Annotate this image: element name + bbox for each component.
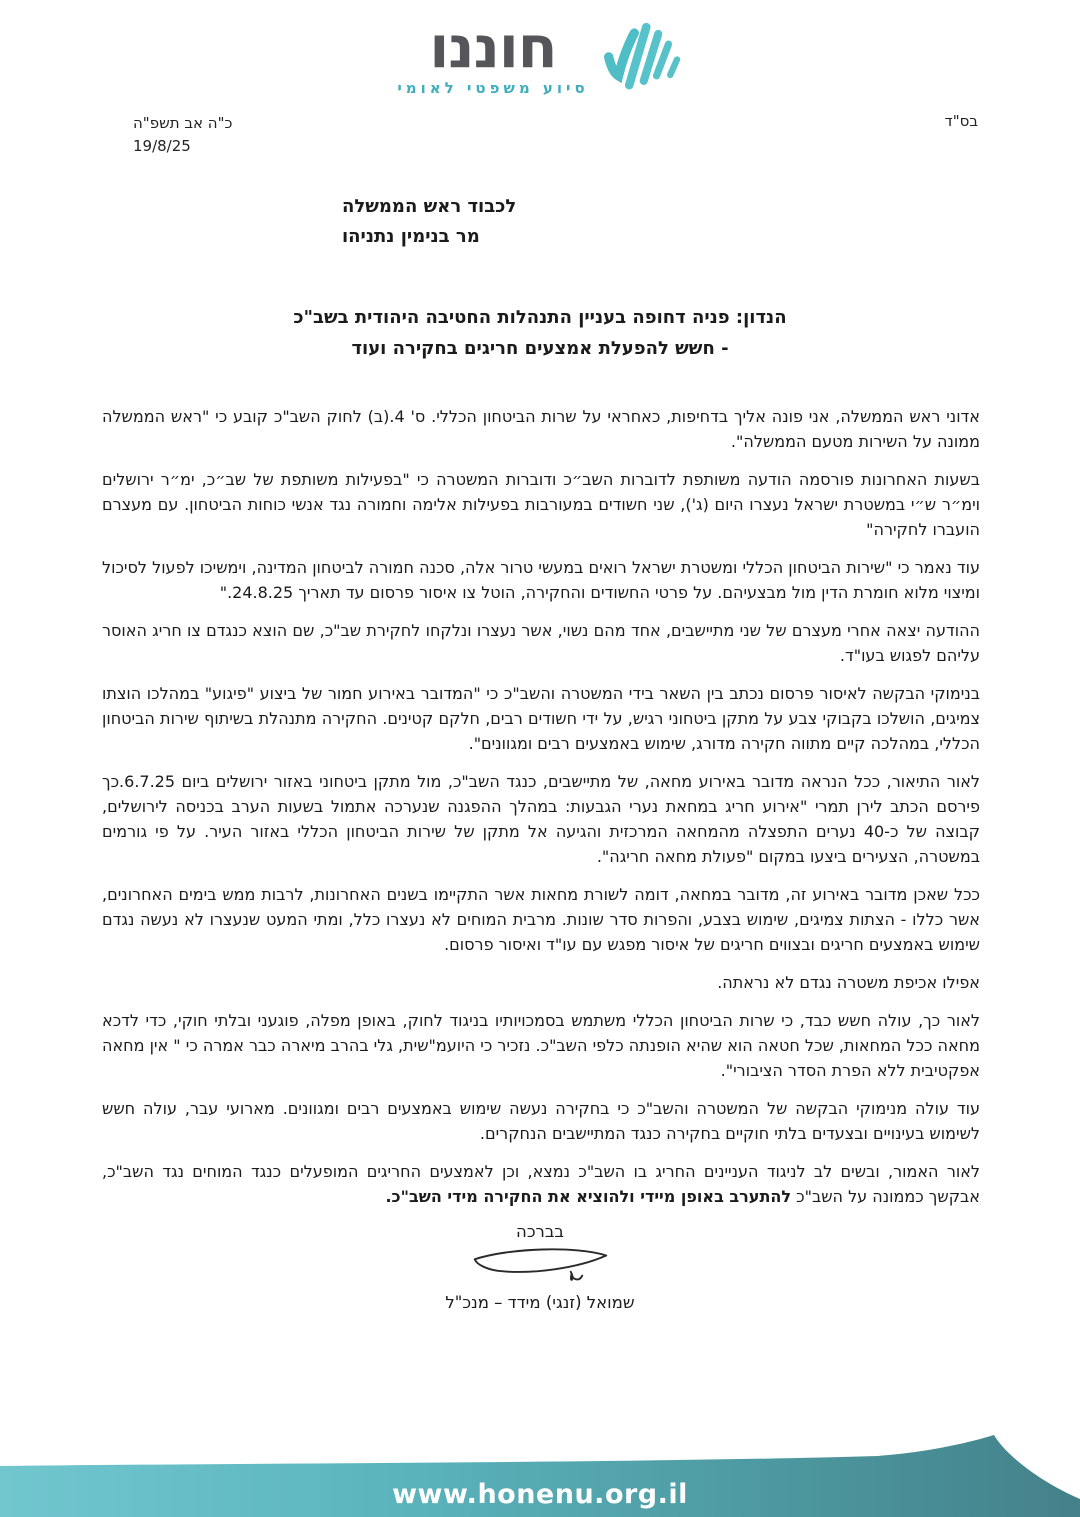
body-paragraph-5: בנימוקי הבקשה לאיסור פרסום נכתב בין השאר בידי המשטרה והשב"כ כי "המדובר באירוע חמור של ביצוע "פיגוע" במהלכו הוצתו צמיגים, הושלכו בקבוקי צבע על מתקן ביטחוני רגיש, על ידי חשודים רבים, חלקם קטינים. החקירה מתנהלת בשיתוף שירות הביטחון הכללי, במהלכה קיים מתווה חקירה מדורג, שימוש באמצעים רבים ומגוונים". [102, 684, 980, 753]
letter-header [0, 112, 1080, 158]
bsd-label: בס"ד [944, 112, 978, 130]
body-paragraph-10: עוד עולה מנימוקי הבקשה של המשטרה והשב"כ כי בחקירה נעשה שימוש באמצעים רבים ומגוונים. מארועי עבר, עולה חשש לשימוש בעינויים ובצעדים בלתי חוקיים בחקירה כנגד המתיישבים הנחקרים. [102, 1099, 980, 1143]
gregorian-date: 19/8/25 [133, 137, 191, 155]
letter-body [0, 404, 1080, 1209]
body-paragraph-1: אדוני ראש הממשלה, אני פונה אליך בדחיפות, כאחראי על שרות הביטחון הכללי. ס' 4.(ב) לחוק השב"כ קובע כי "ראש הממשלה ממונה על השירות מטעם הממשלה". [102, 407, 980, 451]
brand-logo [0, 0, 1080, 100]
subject-block [0, 302, 1080, 364]
signature-mark-icon [0, 1243, 1080, 1291]
closing-bold-request: להתערב באופן מיידי ולהוציא את החקירה מידי השב"כ. [385, 1187, 792, 1206]
logo-stripes-icon [601, 18, 683, 100]
closing-paragraph [102, 1159, 980, 1209]
recipient-block [0, 192, 1080, 252]
subject-line-2: - חשש להפעלת אמצעים חריגים בחקירה ועוד [351, 338, 729, 359]
recipient-line-1: לכבוד ראש הממשלה [342, 196, 517, 217]
hebrew-date: כ"ה אב תשפ"ה [133, 114, 233, 132]
closing-text: לאור האמור, ובשים לב לניגוד העניינים החריג בו השב"כ נמצא, וכן לאמצעים החריגים המופעלים כנגד המוחים נגד השב"כ, אבקשך כממונה על השב"כ [102, 1162, 980, 1206]
subject-line-1: הנדון: פניה דחופה בעניין התנהלות החטיבה היהודית בשב"כ [293, 307, 787, 328]
signature-closing: בברכה [516, 1222, 564, 1241]
body-paragraph-3: עוד נאמר כי "שירות הביטחון הכללי ומשטרת ישראל רואים במעשי טרור אלה, סכנה חמורה לביטחון המדינה, וימשיכו לפעול לסיכול ומיצוי מלוא חומרת הדין מול מבצעיהם. על פרטי החשודים והחקירה, הוטל צו איסור פרסום עד תאריך 24.8.25." [102, 558, 980, 602]
body-paragraph-6: לאור התיאור, ככל הנראה מדובר באירוע מחאה, של מתיישבים, כנגד השב"כ, מול מתקן ביטחוני באזור ירושלים ביום 6.7.25.כך פירסם הכתב לירן תמרי "אירוע חריג במחאת נערי הגבעות: במהלך ההפגנה שנערכה אתמול בשעות הערב בכניסה לירושלים, קבוצה של כ-40 נערים התפצלה מהמחאה המרכזית והגיעה אל מתקן של שירות הביטחון הכללי באזור העיר. על פי גורמים במשטרה, הצעירים ביצעו במקום "פעולת מחאה חריגה". [102, 772, 980, 866]
body-paragraph-8: אפילו אכיפת משטרה נגדם לא נראתה. [717, 973, 980, 992]
signatory-name: שמואל (זנגי) מידד – מנכ"ל [445, 1293, 635, 1312]
signature-block [0, 1222, 1080, 1312]
footer-url[interactable]: www.honenu.org.il [392, 1479, 688, 1510]
body-paragraph-4: ההודעה יצאה אחרי מעצרם של שני מתיישבים, אחד מהם נשוי, אשר נעצרו ונלקחו לחקירת שב"כ, שם הוצא כנגדם צו חריג האוסר עליהם לפגוש בעו"ד. [102, 621, 980, 665]
body-paragraph-9: לאור כך, עולה חשש כבד, כי שרות הביטחון הכללי משתמש בסמכויותיו בניגוד לחוק, באופן מפלה, פוגעני ובלתי חוקי, כדי לדכא מחאה ככל המחאות, שכל חטאה הוא שהיא הופנתה כלפי השב"כ. נזכיר כי היועמ"שית, גלי בהרב מיארה כבר אמרה כי " אין מחאה אפקטיבית ללא הפרת הסדר הציבורי". [102, 1011, 980, 1080]
body-paragraph-2: בשעות האחרונות פורסמה הודעה משותפת לדוברות השב״כ ודוברות המשטרה כי "בפעילות משותפת של שב״כ, ימ״ר ירושלים וימ״ר ש״י במשטרת ישראל נעצרו היום (ג'), שני חשודים במעורבות בפעילות אלימה וחמורה נגד אנשי כוחות הביטחון. עם מעצרם הועברו לחקירה" [102, 470, 980, 539]
body-paragraph-7: ככל שאכן מדובר באירוע זה, מדובר במחאה, דומה לשורת מחאות אשר התקיימו בשנים האחרונות, לרבות ממש בימים האחרונים, אשר כללו - הצתות צמיגים, שימוש בצבע, והפרות סדר שונות. מרבית המוחים לא נעצרו כלל, ומתי המעט שנעצרו לא נעשה נגדם שימוש באמצעים חריגים ובצווים חריגים של איסור מפגש עם עו"ד ואיסור פרסום. [102, 885, 980, 954]
recipient-line-2: מר בנימין נתניהו [342, 226, 480, 247]
brand-tagline: סיוע משפטי לאומי [397, 79, 589, 97]
brand-name: חוננו [429, 13, 557, 81]
